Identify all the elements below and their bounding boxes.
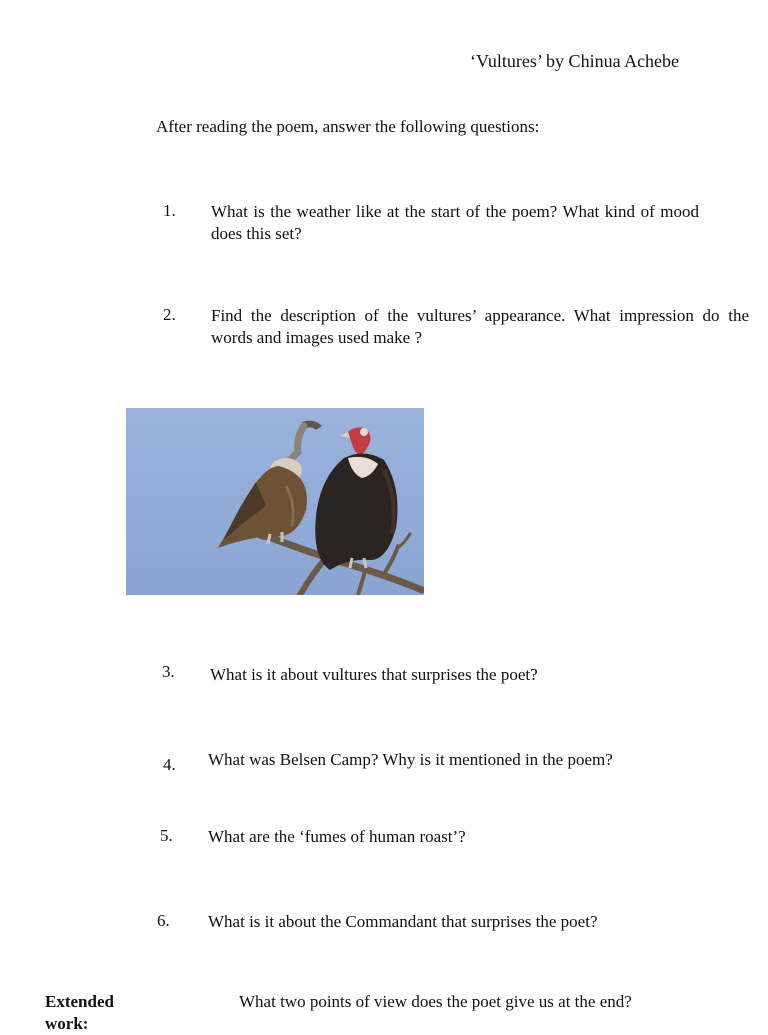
question-text: What are the ‘fumes of human roast’? bbox=[208, 827, 466, 846]
document-title: ‘Vultures’ by Chinua Achebe bbox=[470, 51, 680, 71]
extended-work-question: What two points of view does the poet give us at the end? bbox=[239, 992, 632, 1011]
question-text: What is it about vultures that surprises the poet? bbox=[210, 665, 538, 684]
question-text: Find the description of the vultures’ appearance. What impression do the words and images used make ? bbox=[211, 306, 749, 347]
vultures-photo bbox=[126, 408, 424, 595]
extended-work-label: Extended work: bbox=[45, 992, 114, 1033]
question-number: 2. bbox=[163, 305, 176, 324]
question-number: 5. bbox=[160, 826, 173, 845]
question-number: 3. bbox=[162, 662, 175, 681]
question-text: What was Belsen Camp? Why is it mentioned in the poem? bbox=[208, 750, 613, 769]
intro-text: After reading the poem, answer the following questions: bbox=[156, 117, 540, 136]
question-number: 6. bbox=[157, 911, 170, 930]
question-text: What is the weather like at the start of the poem? What kind of mood does this set? bbox=[211, 202, 699, 243]
question-number: 1. bbox=[163, 201, 176, 220]
question-number: 4. bbox=[163, 755, 176, 774]
question-text: What is it about the Commandant that surprises the poet? bbox=[208, 912, 598, 931]
